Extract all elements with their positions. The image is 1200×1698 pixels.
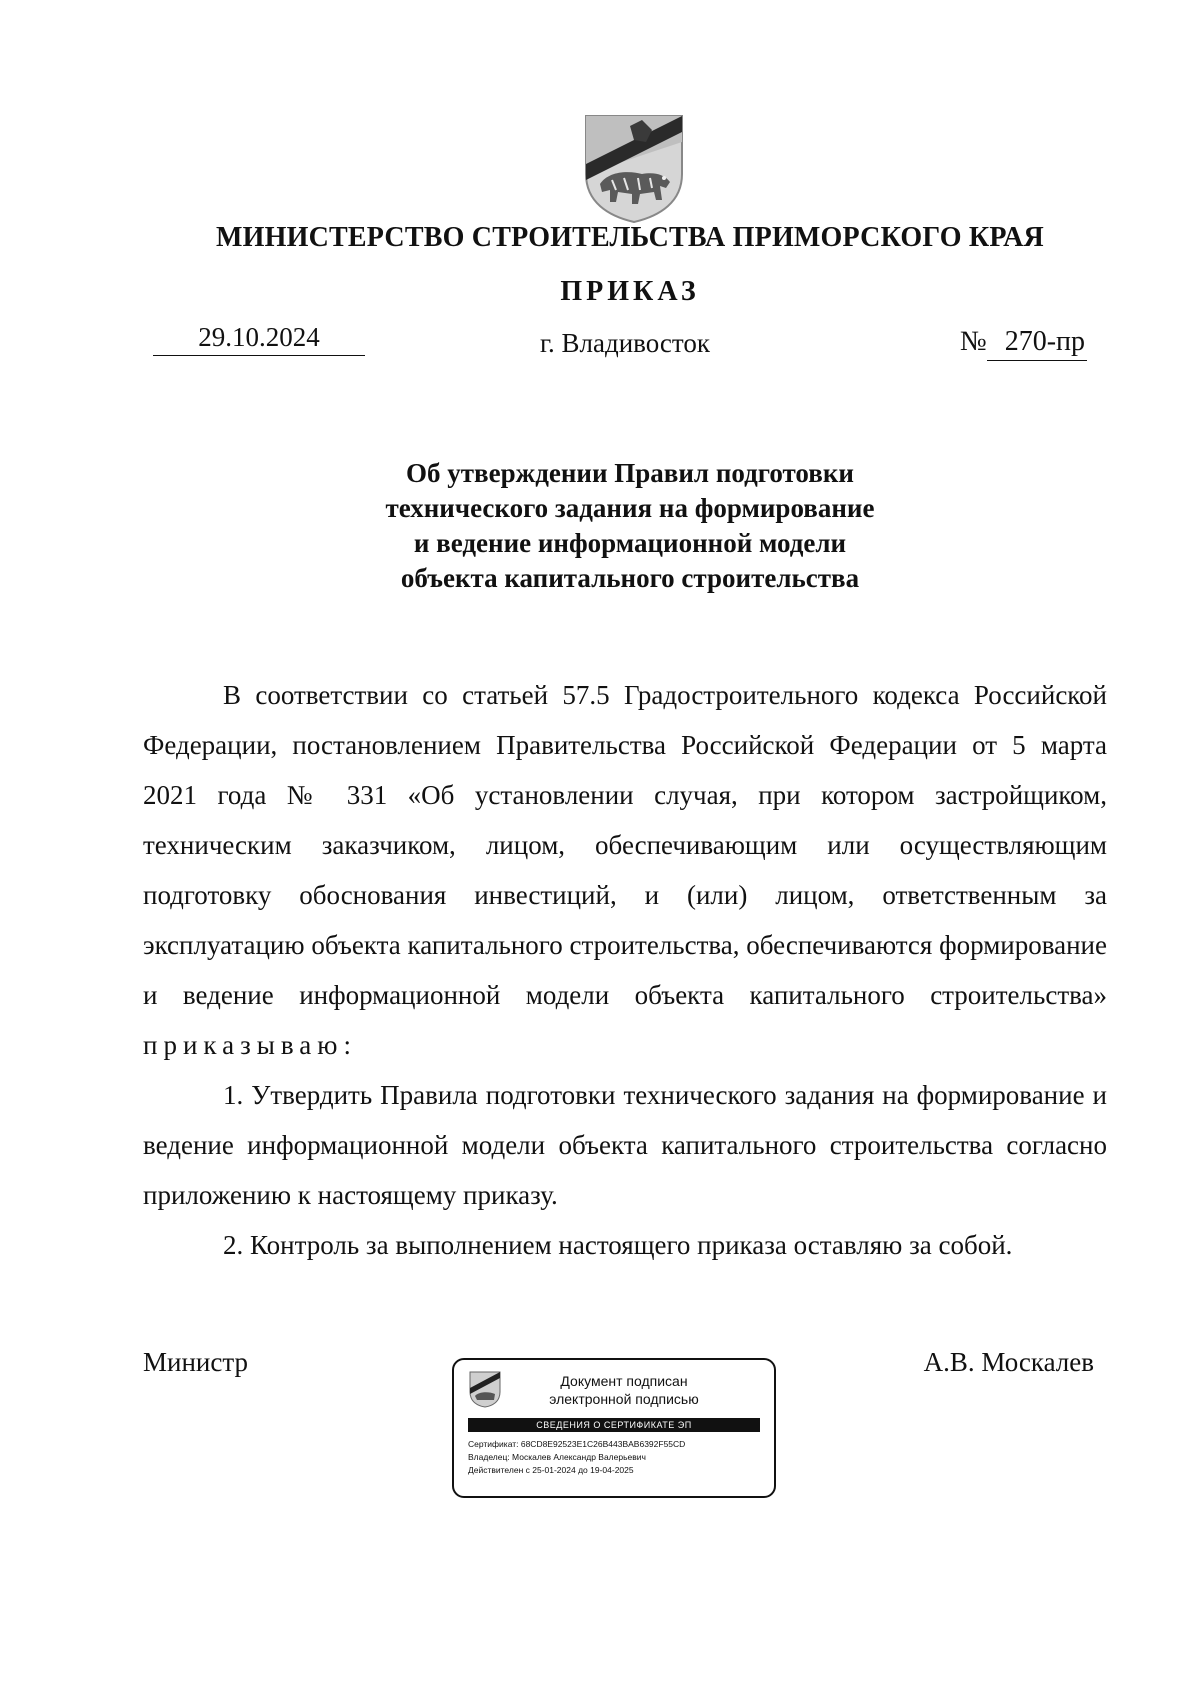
certificate-owner: Владелец: Москалев Александр Валерьевич — [468, 1452, 646, 1462]
certificate-validity: Действителен с 25-01-2024 до 19-04-2025 — [468, 1465, 634, 1475]
certificate-id: Сертификат: 68CD8E92523E1C26B443BAB6392F55CD — [468, 1439, 686, 1449]
stamp-title — [524, 1372, 724, 1408]
document-city: г. Владивосток — [540, 328, 710, 358]
document-date: 29.10.2024 — [153, 322, 365, 356]
order-word: приказываю: — [143, 1030, 357, 1060]
ministry-name: МИНИСТЕРСТВО СТРОИТЕЛЬСТВА ПРИМОРСКОГО КРАЯ — [216, 222, 1044, 253]
clause-2: 2. Контроль за выполнением настоящего приказа оставляю за собой. — [223, 1230, 1013, 1260]
preamble-paragraph — [143, 670, 1107, 1070]
number-value: 270-пр — [987, 326, 1087, 361]
signer-name: А.В. Москалев — [923, 1347, 1094, 1377]
coat-of-arms-icon — [582, 112, 686, 224]
number-label: № — [960, 326, 987, 357]
document-body — [143, 670, 1107, 1270]
signer-role: Министр — [143, 1347, 248, 1377]
preamble-text: В соответствии со статьей 57.5 Градостроительного кодекса Российской Федерации, постановлением Правительства Российской Федерации от 5 марта 2021 года № 331 «Об установлении случая, при котором застройщиком, техническим заказчиком, лицом, обеспечивающим или осуществляющим подготовку обоснования инвестиций, и (или) лицом, ответственным за эксплуатацию объекта капитального строительства, обеспечиваются формирование и ведение информационной модели объекта капитального строительства» — [143, 680, 1107, 1010]
certificate-bar: СВЕДЕНИЯ О СЕРТИФИКАТЕ ЭП — [468, 1418, 760, 1432]
stamp-emblem-icon — [468, 1370, 502, 1408]
document-subject — [300, 456, 960, 596]
subject-line: и ведение информационной модели — [413, 528, 847, 558]
e-signature-stamp — [452, 1358, 776, 1498]
subject-line: Об утверждении Правил подготовки — [406, 458, 854, 488]
certificate-info — [468, 1438, 768, 1477]
stamp-title-line: электронной подписью — [549, 1391, 699, 1407]
subject-line: технического задания на формирование — [385, 493, 875, 523]
document-type: ПРИКАЗ — [560, 276, 700, 307]
subject-line: объекта капитального строительства — [400, 563, 860, 593]
clause-1: 1. Утвердить Правила подготовки технического задания на формирование и ведение информационной модели объекта капитального строительства согласно приложению к настоящему приказу. — [143, 1080, 1107, 1210]
document-number — [960, 326, 1087, 361]
stamp-title-line: Документ подписан — [560, 1373, 688, 1389]
